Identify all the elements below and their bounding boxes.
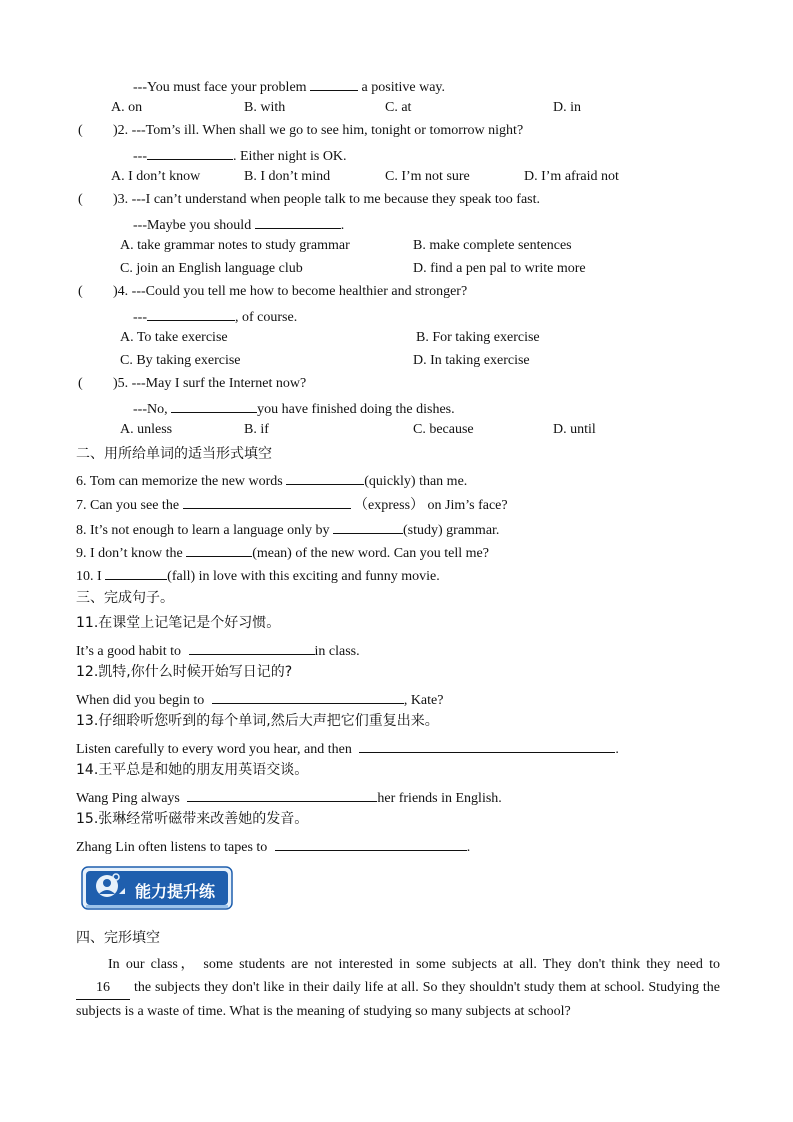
q3-blank: [255, 214, 341, 229]
item-10: 10. I (fall) in love with this exciting and funny movie.: [76, 565, 440, 586]
q2-option-d[interactable]: D. I’m afraid not: [524, 169, 619, 184]
q2-paren-open: (: [78, 123, 83, 138]
q2-stem: )2. ---Tom’s ill. When shall we go to see him, tonight or tomorrow night?: [113, 123, 524, 138]
q4-blank: [147, 306, 235, 321]
item-11-cn: 11.在课堂上记笔记是个好习惯。: [76, 615, 281, 631]
q4-option-c[interactable]: C. By taking exercise: [120, 353, 241, 368]
q1-option-c[interactable]: C. at: [385, 100, 412, 115]
item-12-blank: [212, 689, 404, 704]
item-7-blank: [183, 494, 351, 509]
q3-answer: ---Maybe you should .: [133, 214, 344, 235]
ability-banner: [81, 864, 235, 913]
item-13-blank: [359, 738, 615, 753]
item-11-blank: [189, 640, 315, 655]
q2-blank: [147, 145, 233, 160]
q3-option-c[interactable]: C. join an English language club: [120, 261, 303, 276]
q2-answer: --- . Either night is OK.: [133, 145, 347, 166]
q1-option-b[interactable]: B. with: [244, 100, 286, 115]
q5-answer: ---No, you have finished doing the dishes.: [133, 398, 455, 419]
item-11: It’s a good habit to in class.: [76, 640, 360, 661]
item-15-blank: [275, 836, 467, 851]
item-14-cn: 14.王平总是和她的朋友用英语交谈。: [76, 762, 309, 778]
q3-paren-open: (: [78, 192, 83, 207]
section3-title: 三、完成句子。: [76, 590, 174, 606]
section2-title: 二、用所给单词的适当形式填空: [76, 446, 272, 462]
q5-stem: )5. ---May I surf the Internet now?: [113, 376, 307, 391]
q4-option-a[interactable]: A. To take exercise: [120, 330, 228, 345]
banner-label: 能力提升练: [135, 882, 216, 901]
q3-stem: )3. ---I can’t understand when people talk to me because they speak too fast.: [113, 192, 540, 207]
item-14-blank: [187, 787, 377, 802]
q1-option-a[interactable]: A. on: [111, 100, 143, 115]
cloze-blank-16[interactable]: 16: [76, 976, 130, 1000]
item-6: 6. Tom can memorize the new words (quickly) than me.: [76, 470, 467, 491]
q5-option-c[interactable]: C. because: [413, 422, 474, 437]
q4-option-d[interactable]: D. In taking exercise: [413, 353, 530, 368]
item-14: Wang Ping always her friends in English.: [76, 787, 502, 808]
q5-paren-open: (: [78, 376, 83, 391]
item-9: 9. I don’t know the (mean) of the new word. Can you tell me?: [76, 542, 489, 563]
item-15: Zhang Lin often listens to tapes to .: [76, 836, 470, 857]
item-12: When did you begin to , Kate?: [76, 689, 443, 710]
q4-option-b[interactable]: B. For taking exercise: [416, 330, 540, 345]
item-13-cn: 13.仔细聆听您听到的每个单词,然后大声把它们重复出来。: [76, 713, 439, 729]
q5-option-b[interactable]: B. if: [244, 422, 269, 437]
item-13: Listen carefully to every word you hear, and then .: [76, 738, 619, 759]
q4-answer: --- , of course.: [133, 306, 297, 327]
item-7: 7. Can you see the （express） on Jim’s face?: [76, 494, 508, 515]
item-8: 8. It’s not enough to learn a language only by (study) grammar.: [76, 519, 499, 540]
q4-stem: )4. ---Could you tell me how to become healthier and stronger?: [113, 284, 468, 299]
cloze-paragraph: In our class， some students are not interested in some subjects at all. They don't think they need to 16 the subjects they don't like in their daily life at all. So they shouldn't study them at school. Studying the subjects is a waste of time. What is the meaning of studying so many subjects at school?: [76, 957, 720, 1019]
q2-option-c[interactable]: C. I’m not sure: [385, 169, 470, 184]
item-6-blank: [286, 470, 364, 485]
q5-option-d[interactable]: D. until: [553, 422, 596, 437]
q2-option-b[interactable]: B. I don’t mind: [244, 169, 331, 184]
q4-paren-open: (: [78, 284, 83, 299]
item-15-cn: 15.张琳经常听磁带来改善她的发音。: [76, 811, 309, 827]
q3-option-b[interactable]: B. make complete sentences: [413, 238, 572, 253]
item-12-cn: 12.凯特,你什么时候开始写日记的?: [76, 664, 293, 680]
q1-option-d[interactable]: D. in: [553, 100, 581, 115]
q1-stem: ---You must face your problem a positive way.: [133, 76, 445, 97]
q3-option-d[interactable]: D. find a pen pal to write more: [413, 261, 586, 276]
item-10-blank: [105, 565, 167, 580]
q2-option-a[interactable]: A. I don’t know: [111, 169, 201, 184]
q5-blank: [171, 398, 257, 413]
item-8-blank: [333, 519, 403, 534]
q5-option-a[interactable]: A. unless: [120, 422, 173, 437]
q3-option-a[interactable]: A. take grammar notes to study grammar: [120, 238, 350, 253]
section4-title: 四、完形填空: [76, 930, 160, 946]
q1-blank: [310, 76, 358, 91]
item-9-blank: [186, 542, 252, 557]
